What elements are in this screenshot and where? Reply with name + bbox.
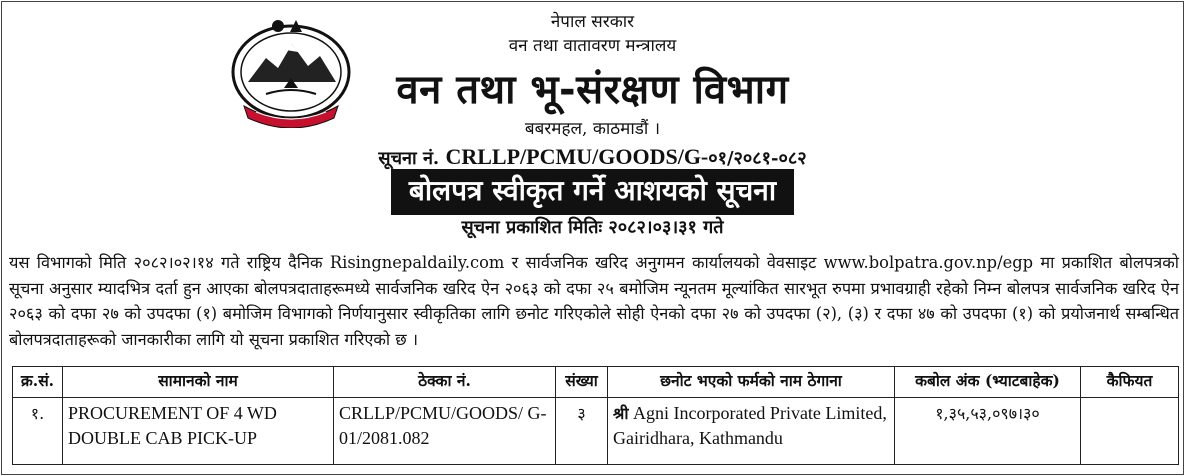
table-row: [13, 398, 1179, 465]
award-table: [12, 366, 1179, 465]
department-title: वन तथा भू-संरक्षण विभाग: [396, 67, 789, 113]
published-date: सूचना प्रकाशित मितिः २०८२।०३।३१ गते: [461, 217, 724, 238]
header-remarks: कैफियत: [1081, 367, 1179, 398]
notice-suffix: ०१/२०८१-०८२: [708, 148, 807, 169]
cell-bid-amount: १,३५,५३,०९७।३०: [895, 398, 1081, 465]
notice-body: यस विभागको मिति २०८२।०२।१४ गते राष्ट्रिय दैनिक Risingnepaldaily.com र सार्वजनिक खरिद अनुगमन कार्यालयको वेवसाइट www.bolpatra.gov.np/egp मा प्रकाशित बोलपत्रको सूचना अनुसार म्यादभित्र दर्ता हुन आएका बोलपत्रदाताहरूमध्ये सार्वजनिक खरिद ऐन २०६३ को दफा २५ बमोजिम न्यूनतम मूल्यांकित सारभूत रुपमा प्रभावग्राही रहेको निम्न बोलपत्र सार्वजनिक खरिद ऐन २०६३ को दफा २७ को उपदफा (१) बमोजिम विभागको निर्णयानुसार स्वीकृतिका लागि छनोट गरिएकोले सोही ऐनको दफा २७ को उपदफा (२), (३) र दफा ४७ को उपदफा (१) को प्रयोजनार्थ सम्बन्धित बोलपत्रदाताहरूको जानकारीका लागि यो सूचना प्रकाशित गरिएको छ ।: [9, 253, 1179, 349]
cell-contract: CRLLP/PCMU/GOODS/ G-01/2081.082: [334, 398, 556, 465]
ministry-name: वन तथा वातावरण मन्त्रालय: [508, 36, 677, 56]
cell-remarks: [1081, 398, 1179, 465]
department-address: बबरमहल, काठमाडौं ।: [524, 119, 661, 139]
cell-quantity: ३: [556, 398, 608, 465]
header-contract: ठेक्का नं.: [334, 367, 556, 398]
firm-prefix: श्री: [613, 404, 629, 423]
header-bid-amount: कबोल अंक (भ्याटबाहेक): [895, 367, 1081, 398]
table-header-row: [13, 367, 1179, 398]
cell-serial: १.: [13, 398, 63, 465]
header-quantity: संख्या: [556, 367, 608, 398]
header-firm: छनोट भएको फर्मको नाम ठेगाना: [608, 367, 895, 398]
notice-title: बोलपत्र स्वीकृत गर्ने आशयको सूचना: [391, 169, 794, 215]
notice-title-banner: [0, 169, 1185, 215]
notice-code: CRLLP/PCMU/GOODS/G-: [445, 144, 709, 169]
notice-prefix: सूचना नं.: [378, 148, 440, 169]
government-name: नेपाल सरकार: [550, 12, 635, 32]
firm-name: Agni Incorporated Private Limited, Gairidhara, Kathmandu: [613, 403, 887, 448]
cell-firm: [608, 398, 895, 465]
cell-item: PROCUREMENT OF 4 WD DOUBLE CAB PICK-UP: [63, 398, 334, 465]
notice-number: [0, 144, 1185, 170]
header-item: सामानको नाम: [63, 367, 334, 398]
header-serial: क्र.सं.: [13, 367, 63, 398]
